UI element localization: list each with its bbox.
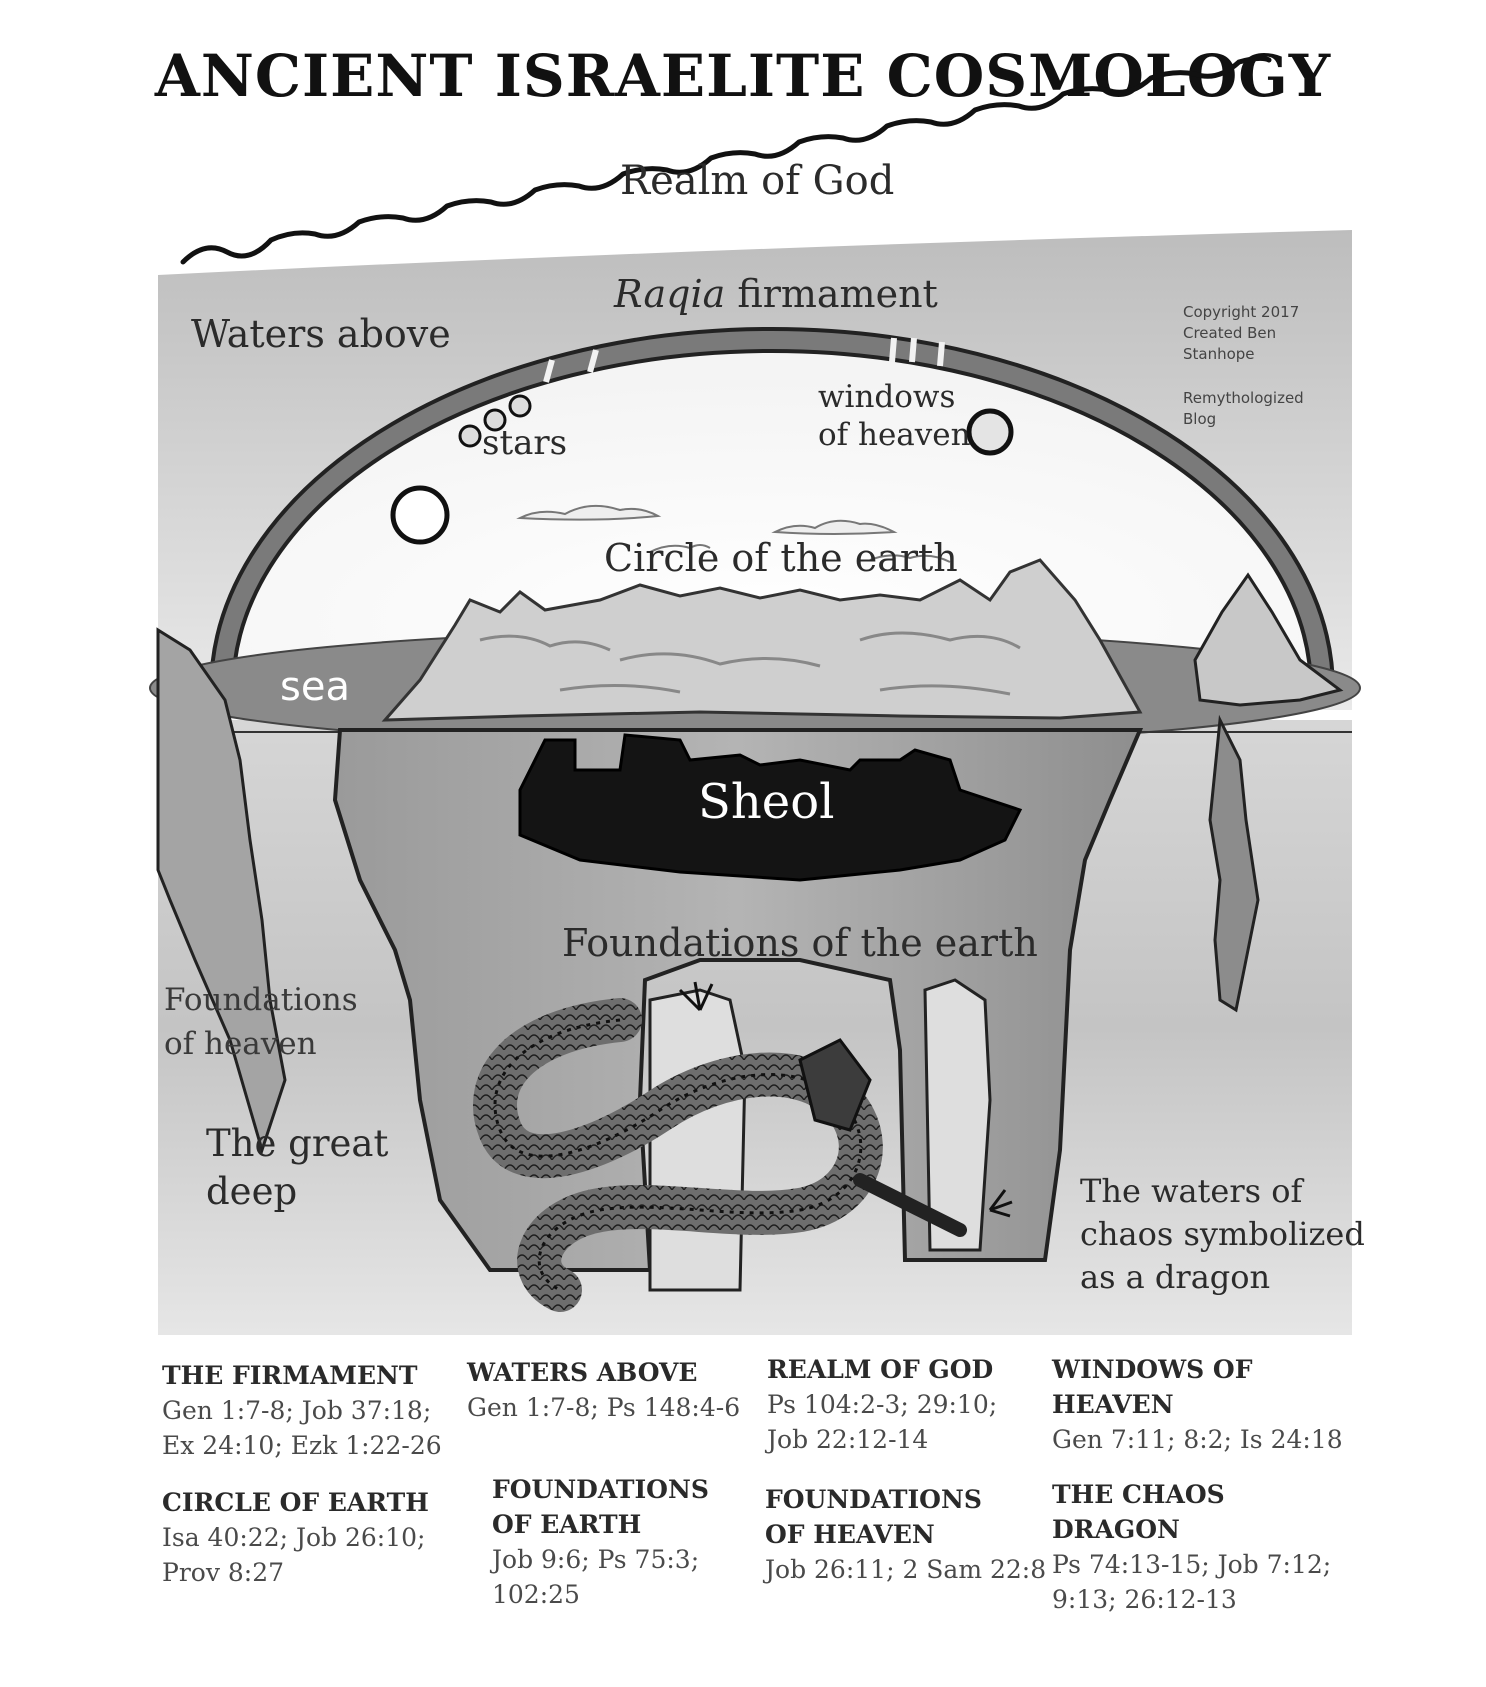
foundation-column-left	[650, 990, 745, 1290]
waters-above-label: Waters above	[191, 312, 451, 356]
foundations-of-earth-label: Foundations of the earth	[562, 921, 1038, 965]
foundation-column-right	[925, 980, 990, 1250]
sheol-label: Sheol	[698, 774, 835, 830]
realm-of-god-label: Realm of God	[620, 158, 895, 204]
firmament-word: firmament	[725, 272, 938, 316]
ref-foundations-of-earth: FOUNDATIONS OF EARTH Job 9:6; Ps 75:3; 102:25	[492, 1475, 709, 1609]
foundations-of-heaven-label: Foundations of heaven	[164, 982, 358, 1062]
stars-label: stars	[482, 423, 568, 463]
sea-label: sea	[280, 664, 350, 710]
page-title: ANCIENT ISRAELITE COSMOLOGY	[154, 42, 1332, 110]
ref-waters-above: WATERS ABOVE Gen 1:7-8; Ps 148:4-6	[467, 1358, 741, 1422]
raqia-firmament-label	[614, 272, 938, 316]
ref-windows-of-heaven: WINDOWS OF HEAVEN Gen 7:11; 8:2; Is 24:18	[1052, 1355, 1343, 1454]
raqia-word: Raqia	[614, 272, 726, 316]
windows-of-heaven-label: windows of heaven	[818, 379, 971, 453]
sun-icon	[393, 488, 447, 542]
moon-icon	[969, 411, 1011, 453]
blog-note: Remythologized Blog	[1183, 389, 1304, 428]
copyright-note: Copyright 2017 Created Ben Stanhope	[1183, 303, 1300, 363]
circle-of-earth-label: Circle of the earth	[604, 536, 958, 580]
great-deep-label: The great deep	[206, 1122, 389, 1213]
ref-realm-of-god: REALM OF GOD Ps 104:2-3; 29:10; Job 22:12-14	[767, 1355, 998, 1454]
ref-circle-of-earth: CIRCLE OF EARTH Isa 40:22; Job 26:10; Prov 8:27	[162, 1488, 429, 1587]
ref-chaos-dragon: THE CHAOS DRAGON Ps 74:13-15; Job 7:12; 9:13; 26:12-13	[1052, 1480, 1332, 1614]
chaos-dragon-label: The waters of chaos symbolized as a dragon	[1080, 1172, 1365, 1296]
ref-firmament: THE FIRMAMENT Gen 1:7-8; Job 37:18; Ex 24:10; Ezk 1:22-26	[162, 1361, 442, 1460]
ref-foundations-of-heaven: FOUNDATIONS OF HEAVEN Job 26:11; 2 Sam 22:8	[765, 1485, 1047, 1584]
